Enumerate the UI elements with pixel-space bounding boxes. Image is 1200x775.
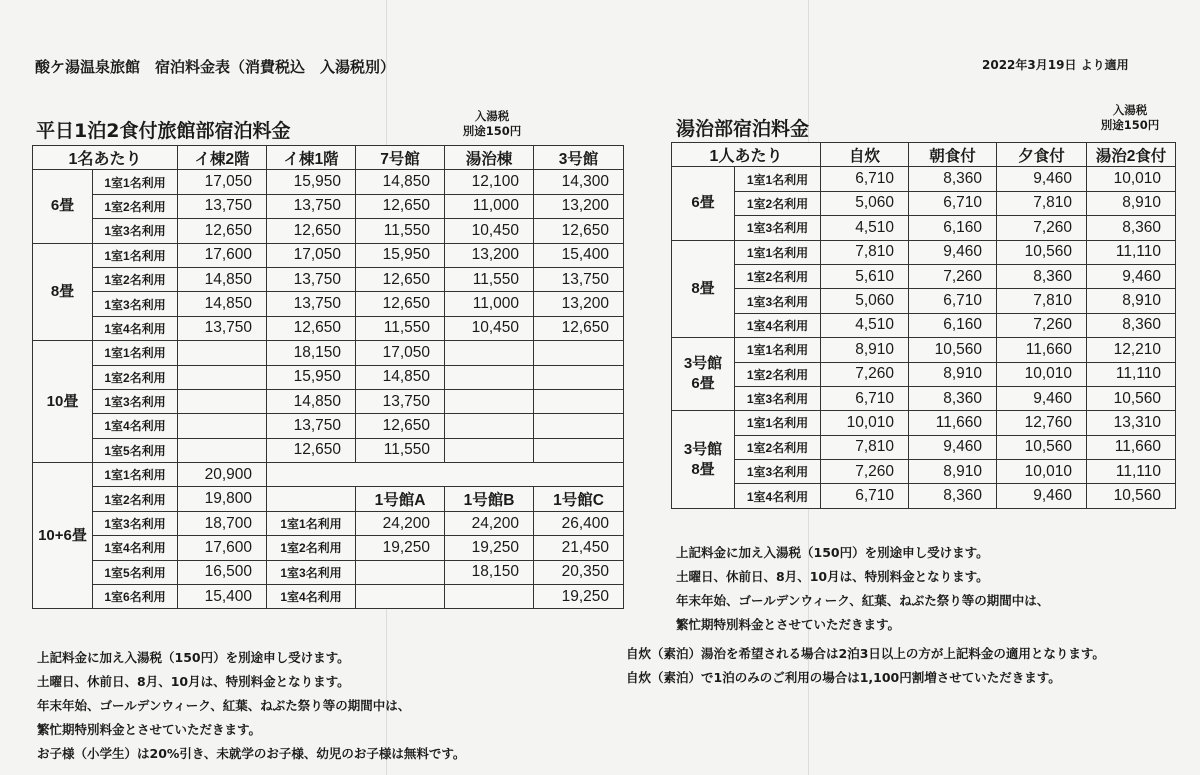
note-line: 自炊（素泊）湯治を希望される場合は2泊3日以上の方が上記料金の適用となります。 (626, 646, 1105, 661)
room-size-line: 8畳 (691, 279, 715, 297)
table-row (33, 243, 624, 267)
note-line: 年末年始、ゴールデンウィーク、紅葉、ねぶた祭り等の期間中は、 (37, 698, 411, 713)
price-cell: 11,110 (1087, 362, 1176, 386)
price-cell: 20,900 (178, 463, 267, 487)
price-cell: 7,260 (997, 216, 1087, 240)
column-header: イ棟2階 (178, 146, 267, 170)
occupancy-label: 1室2名利用 (735, 435, 821, 459)
price-cell: 13,200 (534, 194, 624, 218)
price-cell (534, 341, 624, 365)
table-row (672, 338, 1176, 362)
room-size-cell (672, 411, 735, 509)
effective-date: 2022年3月19日 より適用 (982, 58, 1129, 72)
price-cell: 7,810 (997, 191, 1087, 215)
price-cell: 11,110 (1087, 240, 1176, 264)
price-cell: 11,660 (1087, 435, 1176, 459)
occupancy-label: 1室1名利用 (735, 411, 821, 435)
occupancy-label: 1室4名利用 (93, 316, 178, 340)
price-cell: 17,050 (356, 341, 445, 365)
price-cell: 16,500 (178, 560, 267, 584)
price-cell: 13,200 (445, 243, 534, 267)
annex-price-cell: 21,450 (534, 536, 624, 560)
price-cell: 9,460 (997, 484, 1087, 508)
toji-section-title: 湯治部宿泊料金 (676, 118, 810, 140)
toji-tax-note (1090, 103, 1170, 133)
header-row (33, 146, 624, 170)
occupancy-label: 1室4名利用 (735, 484, 821, 508)
price-cell: 6,710 (821, 484, 909, 508)
price-cell: 14,850 (267, 389, 356, 413)
price-cell: 11,000 (445, 292, 534, 316)
table-row (33, 292, 624, 316)
price-cell (534, 414, 624, 438)
notes-extra (626, 642, 1105, 690)
annex-price-cell: 19,250 (534, 585, 624, 609)
price-cell: 11,550 (356, 219, 445, 243)
note-line: 自炊（素泊）で1泊のみのご利用の場合は1,100円割増させていただきます。 (626, 670, 1061, 685)
note-line: 繁忙期特別料金とさせていただきます。 (676, 617, 901, 632)
price-cell: 14,850 (178, 292, 267, 316)
occupancy-label: 1室3名利用 (735, 460, 821, 484)
price-cell: 8,360 (1087, 313, 1176, 337)
price-cell: 13,750 (534, 267, 624, 291)
table-row (33, 341, 624, 365)
note-line: 土曜日、休前日、8月、10月は、特別料金となります。 (37, 674, 350, 689)
annex-price-cell (445, 585, 534, 609)
price-cell: 12,650 (534, 316, 624, 340)
occupancy-label: 1室1名利用 (93, 463, 178, 487)
ryokan-section-title: 平日1泊2食付旅館部宿泊料金 (36, 120, 291, 142)
price-cell: 5,060 (821, 191, 909, 215)
occupancy-label: 1室5名利用 (93, 438, 178, 462)
blank-cell (267, 463, 624, 487)
price-cell: 10,560 (997, 435, 1087, 459)
price-cell: 14,850 (356, 170, 445, 194)
price-cell (445, 438, 534, 462)
occupancy-label: 1室1名利用 (93, 170, 178, 194)
price-cell: 12,650 (534, 219, 624, 243)
column-header: 夕食付 (997, 143, 1087, 167)
occupancy-label: 1室3名利用 (93, 292, 178, 316)
price-cell: 17,600 (178, 243, 267, 267)
table-row (672, 216, 1176, 240)
price-cell: 13,750 (267, 194, 356, 218)
price-cell: 8,910 (1087, 191, 1176, 215)
occupancy-label: 1室3名利用 (93, 219, 178, 243)
room-size-cell: 10+6畳 (33, 463, 93, 609)
price-cell: 13,200 (534, 292, 624, 316)
price-cell: 7,260 (821, 362, 909, 386)
table-row (672, 240, 1176, 264)
column-header: 1名あたり (33, 146, 178, 170)
price-cell: 12,650 (356, 267, 445, 291)
price-cell (178, 365, 267, 389)
price-cell (178, 341, 267, 365)
occupancy-label: 1室2名利用 (93, 487, 178, 511)
price-cell: 7,810 (821, 240, 909, 264)
price-cell (178, 389, 267, 413)
column-header: 自炊 (821, 143, 909, 167)
room-size-line: 3号館 (683, 440, 723, 458)
occupancy-label: 1室2名利用 (735, 191, 821, 215)
price-cell: 12,650 (178, 219, 267, 243)
room-size-line: 3号館 (683, 355, 723, 373)
price-cell: 10,450 (445, 316, 534, 340)
price-cell (178, 414, 267, 438)
price-cell: 11,000 (445, 194, 534, 218)
table-row (33, 536, 624, 560)
price-cell: 15,950 (267, 365, 356, 389)
price-cell: 13,750 (267, 292, 356, 316)
price-cell: 12,650 (356, 194, 445, 218)
note-line: お子様（小学生）は20%引き、未就学のお子様、幼児のお子様は無料です。 (37, 746, 466, 761)
price-cell: 13,750 (267, 414, 356, 438)
table-row (33, 414, 624, 438)
table-row (672, 289, 1176, 313)
table-row (672, 411, 1176, 435)
price-cell (445, 341, 534, 365)
occupancy-label: 1室3名利用 (735, 289, 821, 313)
column-header: 湯治棟 (445, 146, 534, 170)
column-header: 3号館 (534, 146, 624, 170)
column-header: 7号館 (356, 146, 445, 170)
price-cell: 8,910 (909, 362, 997, 386)
occupancy-label: 1室1名利用 (735, 240, 821, 264)
price-cell: 15,950 (267, 170, 356, 194)
price-cell: 6,160 (909, 313, 997, 337)
table-row (672, 264, 1176, 288)
occupancy-label: 1室3名利用 (735, 386, 821, 410)
ryokan-tax-note (452, 109, 532, 139)
occupancy-label: 1室5名利用 (93, 560, 178, 584)
price-cell: 11,660 (909, 411, 997, 435)
annex-occupancy-label: 1室4名利用 (267, 585, 356, 609)
note-line: 上記料金に加え入湯税（150円）を別途申し受けます。 (37, 650, 350, 665)
table-row (33, 560, 624, 584)
price-cell: 8,360 (909, 386, 997, 410)
price-cell: 12,650 (267, 438, 356, 462)
tax-note-line: 別途150円 (1100, 118, 1160, 132)
occupancy-label: 1室1名利用 (93, 243, 178, 267)
price-cell: 10,010 (997, 362, 1087, 386)
price-cell: 8,360 (997, 264, 1087, 288)
tax-note-line: 入湯税 (474, 109, 510, 123)
notes-right (676, 541, 1049, 637)
annex-price-cell: 19,250 (356, 536, 445, 560)
annex-price-cell: 18,150 (445, 560, 534, 584)
price-cell: 10,450 (445, 219, 534, 243)
annex-column-header: 1号館B (445, 487, 534, 511)
price-cell (178, 438, 267, 462)
table-row (672, 167, 1176, 191)
price-cell: 12,100 (445, 170, 534, 194)
occupancy-label: 1室4名利用 (93, 414, 178, 438)
annex-price-cell: 26,400 (534, 511, 624, 535)
table-row (33, 389, 624, 413)
price-cell: 10,010 (997, 460, 1087, 484)
room-size-cell: 6畳 (33, 170, 93, 243)
table-row (672, 435, 1176, 459)
annex-occupancy-label: 1室3名利用 (267, 560, 356, 584)
annex-column-header: 1号館A (356, 487, 445, 511)
occupancy-label: 1室4名利用 (735, 313, 821, 337)
price-cell: 11,550 (356, 316, 445, 340)
price-cell (445, 414, 534, 438)
price-cell: 17,600 (178, 536, 267, 560)
price-cell: 11,550 (356, 438, 445, 462)
annex-price-cell: 19,250 (445, 536, 534, 560)
price-cell: 15,400 (534, 243, 624, 267)
table-row (672, 191, 1176, 215)
tax-note-line: 入湯税 (1112, 103, 1148, 117)
price-cell: 19,800 (178, 487, 267, 511)
ryokan-price-table (32, 145, 624, 609)
price-cell: 8,360 (909, 167, 997, 191)
price-cell: 18,150 (267, 341, 356, 365)
table-row (672, 313, 1176, 337)
price-cell: 12,650 (356, 414, 445, 438)
price-cell: 6,710 (909, 191, 997, 215)
price-cell: 7,810 (997, 289, 1087, 313)
table-row (33, 170, 624, 194)
price-cell: 18,700 (178, 511, 267, 535)
price-cell: 6,710 (821, 167, 909, 191)
tax-note-line: 別途150円 (462, 124, 522, 138)
occupancy-label: 1室3名利用 (93, 511, 178, 535)
price-cell: 12,650 (356, 292, 445, 316)
table-row (33, 194, 624, 218)
price-cell (534, 365, 624, 389)
price-cell: 13,750 (178, 316, 267, 340)
price-cell: 9,460 (909, 435, 997, 459)
price-cell: 8,910 (821, 338, 909, 362)
price-cell: 6,160 (909, 216, 997, 240)
occupancy-label: 1室4名利用 (93, 536, 178, 560)
occupancy-label: 1室2名利用 (93, 267, 178, 291)
price-cell: 11,550 (445, 267, 534, 291)
price-cell: 12,650 (267, 316, 356, 340)
price-cell (445, 365, 534, 389)
room-size-line: 8畳 (691, 460, 715, 478)
annex-price-cell (356, 560, 445, 584)
toji-price-table (671, 142, 1176, 509)
occupancy-label: 1室1名利用 (93, 341, 178, 365)
price-cell: 11,660 (997, 338, 1087, 362)
price-cell: 14,850 (356, 365, 445, 389)
price-cell: 8,910 (1087, 289, 1176, 313)
annex-price-cell: 24,200 (445, 511, 534, 535)
table-row (33, 487, 624, 511)
room-size-cell (672, 338, 735, 411)
annex-column-header: 1号館C (534, 487, 624, 511)
price-cell: 10,560 (909, 338, 997, 362)
price-cell: 17,050 (178, 170, 267, 194)
price-cell: 7,260 (821, 460, 909, 484)
price-cell: 17,050 (267, 243, 356, 267)
price-cell: 13,750 (267, 267, 356, 291)
occupancy-label: 1室6名利用 (93, 585, 178, 609)
annex-price-cell: 24,200 (356, 511, 445, 535)
price-cell: 10,010 (1087, 167, 1176, 191)
price-cell: 9,460 (1087, 264, 1176, 288)
price-cell: 14,850 (178, 267, 267, 291)
price-cell (445, 389, 534, 413)
occupancy-label: 1室2名利用 (93, 365, 178, 389)
occupancy-label: 1室1名利用 (735, 338, 821, 362)
price-cell (534, 389, 624, 413)
note-line: 繁忙期特別料金とさせていただきます。 (37, 722, 262, 737)
note-line: 上記料金に加え入湯税（150円）を別途申し受けます。 (676, 545, 989, 560)
room-size-cell: 8畳 (33, 243, 93, 341)
table-row (672, 484, 1176, 508)
table-row (33, 438, 624, 462)
price-cell: 11,110 (1087, 460, 1176, 484)
price-cell: 12,210 (1087, 338, 1176, 362)
column-header: イ棟1階 (267, 146, 356, 170)
table-row (33, 316, 624, 340)
annex-occupancy-label: 1室2名利用 (267, 536, 356, 560)
price-cell: 9,460 (909, 240, 997, 264)
note-line: 土曜日、休前日、8月、10月は、特別料金となります。 (676, 569, 989, 584)
occupancy-label: 1室2名利用 (735, 264, 821, 288)
table-row (33, 585, 624, 609)
document-title: 酸ケ湯温泉旅館 宿泊料金表（消費税込 入湯税別） (35, 58, 396, 76)
occupancy-label: 1室3名利用 (93, 389, 178, 413)
price-cell: 7,260 (997, 313, 1087, 337)
room-size-cell (672, 167, 735, 240)
table-row (672, 386, 1176, 410)
price-cell: 8,360 (909, 484, 997, 508)
header-row (672, 143, 1176, 167)
table-row (33, 511, 624, 535)
occupancy-label: 1室1名利用 (735, 167, 821, 191)
price-cell: 13,750 (178, 194, 267, 218)
table-row (672, 460, 1176, 484)
price-cell: 6,710 (909, 289, 997, 313)
table-row (672, 362, 1176, 386)
column-header: 朝食付 (909, 143, 997, 167)
column-header: 湯治2食付 (1087, 143, 1176, 167)
annex-price-cell (356, 585, 445, 609)
price-cell: 8,910 (909, 460, 997, 484)
price-cell: 5,610 (821, 264, 909, 288)
price-cell: 5,060 (821, 289, 909, 313)
table-row (33, 267, 624, 291)
price-cell: 10,560 (997, 240, 1087, 264)
price-cell (534, 438, 624, 462)
price-cell: 7,260 (909, 264, 997, 288)
price-cell: 6,710 (821, 386, 909, 410)
price-cell: 8,360 (1087, 216, 1176, 240)
notes-left (37, 646, 465, 766)
table-row (33, 219, 624, 243)
price-cell: 12,760 (997, 411, 1087, 435)
price-cell: 15,950 (356, 243, 445, 267)
note-line: 年末年始、ゴールデンウィーク、紅葉、ねぶた祭り等の期間中は、 (676, 593, 1050, 608)
price-cell: 12,650 (267, 219, 356, 243)
price-cell: 4,510 (821, 216, 909, 240)
price-cell: 13,310 (1087, 411, 1176, 435)
price-cell: 10,560 (1087, 386, 1176, 410)
annex-occupancy-label: 1室1名利用 (267, 511, 356, 535)
price-cell: 10,010 (821, 411, 909, 435)
occupancy-label: 1室3名利用 (735, 216, 821, 240)
price-cell: 9,460 (997, 167, 1087, 191)
price-cell: 4,510 (821, 313, 909, 337)
price-cell: 7,810 (821, 435, 909, 459)
price-cell: 9,460 (997, 386, 1087, 410)
blank-cell (267, 487, 356, 511)
occupancy-label: 1室2名利用 (93, 194, 178, 218)
price-cell: 15,400 (178, 585, 267, 609)
price-cell: 10,560 (1087, 484, 1176, 508)
column-header: 1人あたり (672, 143, 821, 167)
room-size-cell: 10畳 (33, 341, 93, 463)
room-size-line: 6畳 (691, 375, 715, 393)
table-row (33, 365, 624, 389)
annex-price-cell: 20,350 (534, 560, 624, 584)
room-size-line: 6畳 (691, 194, 715, 212)
table-row (33, 463, 624, 487)
room-size-cell (672, 240, 735, 338)
price-cell: 13,750 (356, 389, 445, 413)
occupancy-label: 1室2名利用 (735, 362, 821, 386)
price-cell: 14,300 (534, 170, 624, 194)
